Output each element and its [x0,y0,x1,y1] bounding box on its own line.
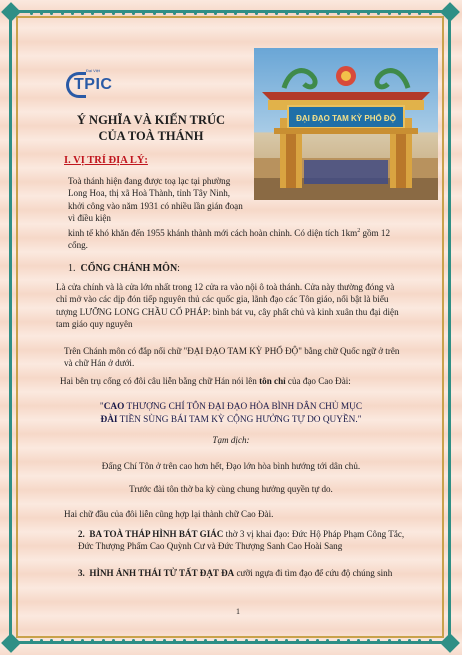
border-dot [163,639,166,642]
border-dot [61,639,64,642]
border-dot [316,639,319,642]
border-dot [91,12,94,15]
border-dot [194,12,197,15]
gate-illustration [254,48,438,200]
heading-suffix: : [177,263,180,274]
chanh-mon-paragraph: Là cửa chính và là cửa lớn nhất trong 12 cửa ra vào nội ô toà thánh. Cửa này thường đóng và chỉ mở vào các dịp đón tiếp nguyên thủ các quốc gia, lãnh đạo các Tôn giáo, nổi bật là biểu tượng LƯỠNG LONG CHẦU CỔ PHÁP: bình bát vu, cây phất chủ và kinh xuân thu đại diện tam giáo quy nguyên [56,282,399,329]
border-dot [377,12,380,15]
border-dot [418,12,421,15]
border-dot [153,12,156,15]
couplet-quote [56,401,406,427]
border-dot [204,639,207,642]
border-dot [255,639,258,642]
border-dot [50,12,53,15]
border-dot [377,639,380,642]
border-dot [71,12,74,15]
cau-lien-pre: Hai bên trụ cổng có đôi câu liễn bằng chữ Hán nói lên [60,376,260,386]
border-dot [265,639,268,642]
border-dot [398,12,401,15]
couplet-1-rest: THƯỢNG CHÍ TÔN ĐẠI ĐẠO HÒA BÌNH DÂN CHỦ MỤC [124,402,363,412]
border-dots-bottom [30,639,432,642]
intro-text-3: gồm 12 cổng. [68,228,390,251]
border-dot [337,12,340,15]
border-dot [224,12,227,15]
translation-line-2: Trước đài tôn thờ ba kỳ cùng chung hưởng quyền tự do. [129,484,333,494]
dap-noi-paragraph: Trên Chánh môn có đắp nổi chữ "ĐẠI ĐẠO TAM KỲ PHỔ ĐỘ" bằng chữ Quốc ngữ ở trên và chữ Hán ở dưới. [64,346,400,369]
border-dot [316,12,319,15]
border-dot [30,639,33,642]
border-dot [142,639,145,642]
couplet-2-rest: TIỀN SÙNG BÁI TAM KỲ CỘNG HƯỞNG TỰ DO QUYỀN." [117,415,362,425]
border-dot [142,12,145,15]
item-label: HÌNH ẢNH THÁI TỬ TẤT ĐẠT ĐA [89,568,235,578]
border-dot [285,12,288,15]
border-dot [388,639,391,642]
border-dot [153,639,156,642]
border-dot [429,12,432,15]
heading-label: CỔNG CHÁNH MÔN [80,263,178,274]
page-title [56,112,246,144]
border-dot [275,12,278,15]
border-dot [255,12,258,15]
border-dot [418,639,421,642]
open-quote: " [99,402,104,412]
border-dots-top [30,12,432,15]
intro-paragraph: Toà thánh hiện đang được toạ lạc tại phường Long Hoa, thị xã Hoà Thành, tỉnh Tây Ninh, khởi công vào năm 1931 có nhiều lần gián đoạn vì điều kiện [68,176,243,223]
border-dot [183,12,186,15]
couplet-line-2 [56,414,406,427]
border-dot [326,12,329,15]
intro-text-2: kinh tế khó khăn đến 1955 khánh thành mới cách hoàn chỉnh. Có diện tích 1km [68,228,358,239]
cau-lien-paragraph [60,375,410,387]
border-dot [91,639,94,642]
couplet-2-bold: ĐÀI [100,415,118,425]
title-line-1: Ý NGHĨA VÀ KIẾN TRÚC [76,113,226,127]
border-dot [357,639,360,642]
intro-paragraph-continued [68,225,408,252]
border-dot [429,639,432,642]
page-number: 1 [236,607,240,616]
border-dot [388,12,391,15]
border-dot [61,12,64,15]
hai-chu-paragraph: Hai chữ đầu của đôi liễn cũng hợp lại thành chữ Cao Đài. [64,509,274,519]
border-dot [367,639,370,642]
border-dot [408,12,411,15]
list-item-towers [78,528,418,553]
border-dot [265,12,268,15]
border-dot [30,12,33,15]
translation-line-1: Đấng Chí Tôn ở trên cao hơn hết, Đạo lớn hòa bình hướng tới dân chủ. [101,461,361,471]
cau-lien-bold: tôn chỉ [259,376,286,386]
item-text: thờ 3 vị khai đạo: Đức Hộ Pháp Phạm Công Tắc, Đức Thượng Phẩm Cao Quỳnh Cư và Đức Thượng Sanh Cao Hoài Sang [78,529,405,552]
gate-sign-text: ĐẠI ĐẠO TAM KỲ PHỔ ĐỘ [296,114,396,123]
title-line-2: CỦA TOÀ THÁNH [98,129,204,143]
item-number: 1. [68,263,76,274]
border-dot [173,639,176,642]
border-dot [102,12,105,15]
border-dot [214,639,217,642]
item-label: BA TOÀ THÁP HÌNH BÁT GIÁC [89,529,224,539]
border-dot [40,639,43,642]
border-dot [367,12,370,15]
border-dot [50,639,53,642]
item-number: 2. [78,529,85,539]
border-dot [224,639,227,642]
border-dot [112,12,115,15]
couplet-line-1 [56,401,406,414]
border-dot [122,12,125,15]
border-dot [285,639,288,642]
border-dot [306,12,309,15]
border-dot [347,639,350,642]
border-dot [183,639,186,642]
section-heading-location: I. VỊ TRÍ ĐỊA LÝ: [64,155,148,166]
item-number: 3. [78,568,85,578]
item-text: cưỡi ngựa đi tìm đạo để cứu độ chúng sinh [234,568,393,578]
border-dot [112,639,115,642]
border-dot [132,639,135,642]
border-dot [357,12,360,15]
border-dot [163,12,166,15]
border-dot [194,639,197,642]
border-dot [245,639,248,642]
border-dot [408,639,411,642]
gate-photo [254,48,438,200]
border-dot [306,639,309,642]
area-superscript: 2 [357,228,361,234]
border-dot [214,12,217,15]
border-dot [326,639,329,642]
tpic-logo [66,68,126,108]
border-dot [122,639,125,642]
border-dot [81,639,84,642]
border-dot [234,12,237,15]
translation-label: Tạm dịch: [212,435,250,445]
border-dot [40,12,43,15]
border-dot [337,639,340,642]
border-dot [71,639,74,642]
couplet-1-bold: CAO [103,402,125,412]
heading-chanh-mon [68,263,180,275]
border-dot [102,639,105,642]
logo-top-text: Đại Việt [86,68,100,73]
border-dot [296,639,299,642]
border-dot [234,639,237,642]
border-dot [296,12,299,15]
list-item-prince [78,567,418,579]
border-dot [398,639,401,642]
border-dot [245,12,248,15]
border-dot [204,12,207,15]
border-dot [347,12,350,15]
border-dot [173,12,176,15]
border-dot [132,12,135,15]
logo-text: TPIC [74,76,113,93]
border-dot [81,12,84,15]
cau-lien-post: của đạo Cao Đài: [285,376,351,386]
border-dot [275,639,278,642]
